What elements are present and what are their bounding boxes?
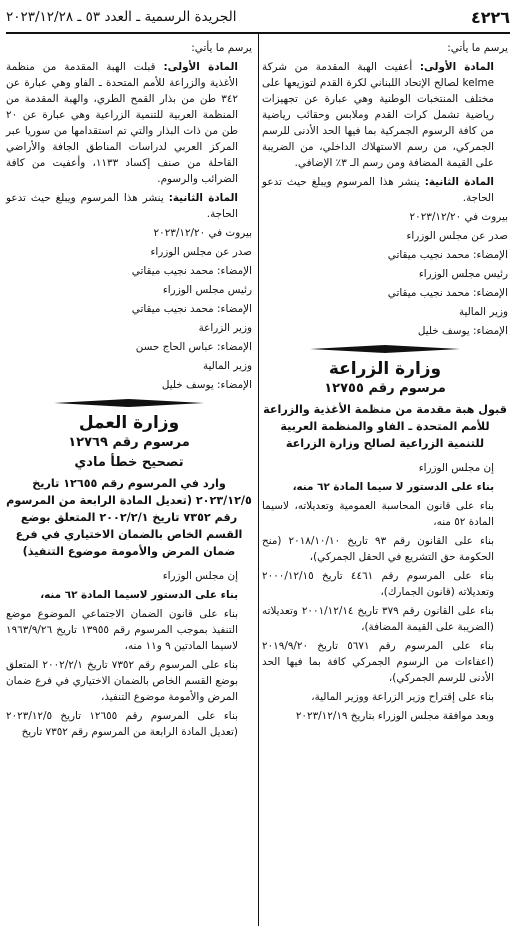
recital: بناء على قانون الضمان الاجتماعي الموضوع موضع التنفيذ بموجب المرسوم رقم ١٣٩٥٥ تاريخ ١٩٦٣/٩/٢٦ لاسيما المادتين ٩ و١١ منه،: [6, 608, 238, 652]
page-number: ٤٢٢٦: [470, 7, 510, 27]
decree-subject: وارد في المرسوم رقم ١٢٦٥٥ تاريخ ٢٠٢٣/١٢/٥ (تعديل المادة الرابعة من المرسوم رقم ٧٣٥٢ تاريخ ٢٠٠٢/٢/١ المتعلق بوضع القسم الخاص بالضمان الاختياري في فرع ضمان المرض والأمومة موضوع التنفيذ): [6, 477, 252, 558]
correction-heading: تصحيح خطأ مادي: [74, 455, 184, 470]
finance-minister-title: وزير المالية: [458, 306, 508, 318]
decree-subject: قبول هبة مقدمة من منظمة الأغذية والزراعة للأمم المتحدة ـ الفاو والمنظمة العربية للتنمية الزراعية لصالح وزارة الزراعة: [263, 403, 507, 450]
ministry-heading: وزارة العمل: [78, 413, 180, 433]
article-1-label: المادة الأولى:: [419, 61, 494, 73]
ministry-heading: وزارة الزراعة: [328, 359, 442, 379]
article-2-label: المادة الثانية:: [424, 176, 494, 188]
recital: بناء على المرسوم رقم ٧٣٥٢ تاريخ ٢٠٠٢/٢/١ المتعلق بوضع القسم الخاص بالضمان الاختياري في فرع ضمان المرض والأمومة موضوع التنفيذ،: [6, 659, 238, 703]
recital: بناء على المرسوم رقم ٥٦٧١ تاريخ ٢٠١٩/٩/٢٠ (اعفاءات من الرسوم الجمركي كافة بما فيها الحد الأدنى للرسم الجمركي)،: [262, 640, 494, 684]
article-2-text: ينشر هذا المرسوم ويبلغ حيث تدعو الحاجة.: [262, 176, 494, 204]
signature-pm-2: الإمضاء: محمد نجيب ميقاتي: [131, 303, 252, 315]
right-column: [262, 40, 508, 727]
finance-minister-title: وزير المالية: [202, 360, 252, 372]
decree-number: مرسوم رقم ١٢٧٥٥: [324, 381, 446, 396]
left-column: [6, 40, 252, 743]
decree-number: مرسوم رقم ١٢٧٦٩: [68, 435, 190, 450]
section-separator: [262, 345, 508, 353]
recital: بناء على قانون المحاسبة العمومية وتعديلاته، لاسيما المادة ٥٢ منه،: [262, 500, 494, 528]
signature-agriculture: الإمضاء: عباس الحاج حسن: [135, 341, 252, 353]
signature-pm: الإمضاء: محمد نجيب ميقاتي: [131, 265, 252, 277]
article-1: [6, 59, 252, 187]
recital: بناء على القانون رقم ٩٣ تاريخ ٢٠١٨/١٠/١٠ (منح الحكومة حق التشريع في الحقل الجمركي)،: [262, 535, 495, 563]
recital: بناء على الدستور لا سيما المادة ٦٢ منه،: [292, 481, 494, 493]
signature-pm-2: الإمضاء: محمد نجيب ميقاتي: [387, 287, 508, 299]
page-header: [6, 4, 510, 30]
council-heading: إن مجلس الوزراء: [418, 462, 494, 474]
article-1-text: قبلت الهبة المقدمة من منظمة الأغذية والزراعة للأمم المتحدة ـ الفاو وهي عبارة عن ٣٤٢ طن من بذار القمح الطري، والهبة المقدمة من المنظمة العربية للتنمية الزراعية وهي عبارة عن ٢٠ طن من ذات البذار والتي تم استقدامها من سوريا عبر المركز العربي لدراسات المناطق الجافة والأراضي القاحلة من صنف إكساد ١١٣٣، وأعفيت من كافة الضرائب والرسوم.: [6, 61, 238, 185]
recital: وبعد موافقة مجلس الوزراء بتاريخ ٢٠٢٣/١٢/١٩: [295, 710, 494, 722]
recital: بناء على المرسوم رقم ١٢٦٥٥ تاريخ ٢٠٢٣/١٢/٥ (تعديل المادة الرابعة من المرسوم رقم ٧٣٥٢ تاريخ: [6, 710, 238, 738]
place-date: بيروت في ٢٠٢٣/١٢/٢٠: [409, 211, 508, 223]
article-1-text: أعفيت الهبة المقدمة من شركة kelme لصالح الإتحاد اللبناني لكرة القدم لتوزيعها على مختلف المنتخبات الوطنية وهي عبارة عن تجهيزات رياضية تشمل كرات القدم وملابس وحقائب رياضية من كافة الرسوم الجمركية بما فيها الحد الأدنى للرسم الجمركي، من رسم الاستهلاك الداخلي، من الضريبة على القيمة المضافة ومن رسم الـ ٣٪ الإضافي.: [262, 61, 494, 169]
recital: بناء على إقتراح وزير الزراعة ووزير المالية،: [311, 691, 494, 703]
agriculture-minister-title: وزير الزراعة: [198, 322, 252, 334]
article-2-label: المادة الثانية:: [168, 192, 238, 204]
column-divider: [258, 34, 259, 926]
article-1: [262, 59, 508, 171]
section-separator: [6, 399, 252, 407]
issued-by: صدر عن مجلس الوزراء: [150, 246, 252, 258]
recital: بناء على الدستور لاسيما المادة ٦٢ منه،: [40, 589, 238, 601]
gazette-title: الجريدة الرسمية ـ العدد ٥٣ ـ ٢٠٢٣/١٢/٢٨: [6, 9, 237, 25]
signature-finance: الإمضاء: يوسف خليل: [161, 379, 252, 391]
place-date: بيروت في ٢٠٢٣/١٢/٢٠: [153, 227, 252, 239]
decree-intro: يرسم ما يأتي:: [447, 42, 508, 54]
signature-finance: الإمضاء: يوسف خليل: [417, 325, 508, 337]
article-1-label: المادة الأولى:: [163, 61, 238, 73]
pm-title: رئيس مجلس الوزراء: [418, 268, 508, 280]
signature-pm: الإمضاء: محمد نجيب ميقاتي: [387, 249, 508, 261]
decree-intro: يرسم ما يأتي:: [191, 42, 252, 54]
pm-title: رئيس مجلس الوزراء: [162, 284, 252, 296]
article-2: [6, 190, 252, 222]
issued-by: صدر عن مجلس الوزراء: [406, 230, 508, 242]
article-2: [262, 174, 508, 206]
recital: بناء على القانون رقم ٣٧٩ تاريخ ٢٠٠١/١٢/١٤ وتعديلاته (الضريبة على القيمة المضافة)،: [262, 605, 495, 633]
council-heading: إن مجلس الوزراء: [162, 570, 238, 582]
article-2-text: ينشر هذا المرسوم ويبلغ حيث تدعو الحاجة.: [6, 192, 238, 220]
recital: بناء على المرسوم رقم ٤٤٦١ تاريخ ٢٠٠٠/١٢/١٥ وتعديلاته (قانون الجمارك)،: [262, 570, 494, 598]
